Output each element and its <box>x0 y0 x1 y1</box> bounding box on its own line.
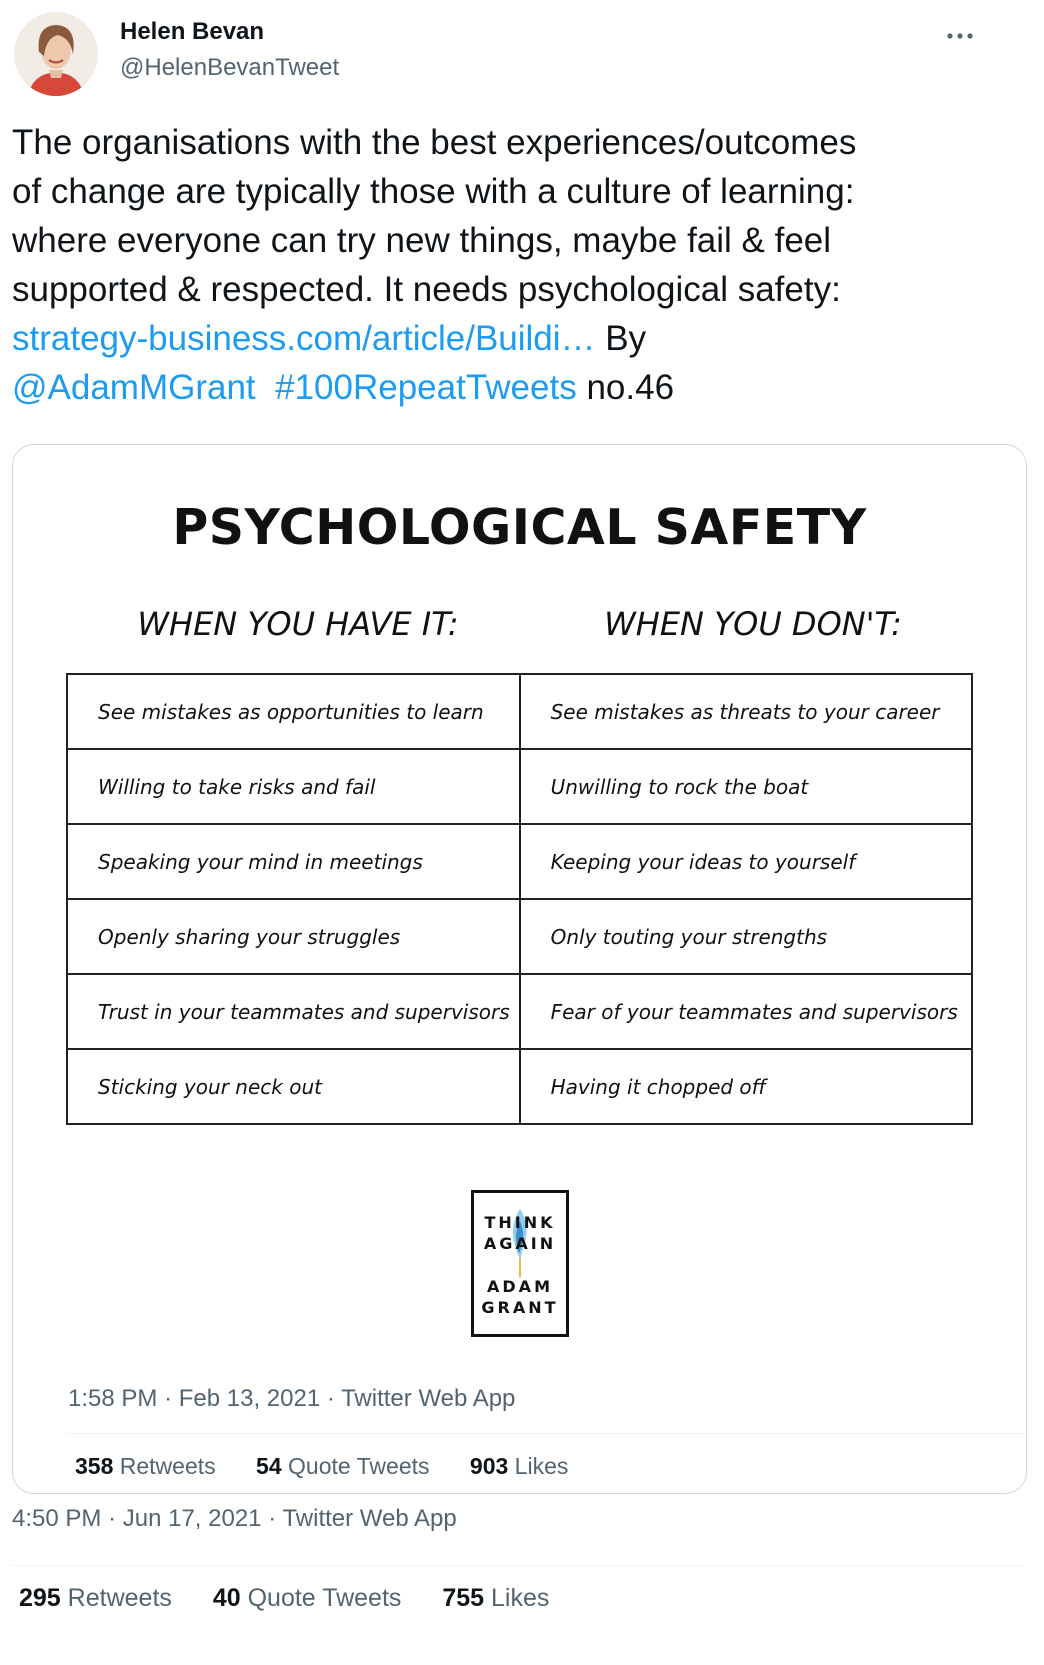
tweet-source-app[interactable]: Twitter Web App <box>282 1505 457 1532</box>
likes-stat[interactable] <box>442 1584 549 1613</box>
book-title-word: AGAIN <box>483 1234 557 1253</box>
dont-cell: See mistakes as threats to your career <box>520 674 972 749</box>
tweet-suffix: no.46 <box>576 368 675 407</box>
article-link[interactable]: strategy-business.com/article/Buildi… <box>12 319 596 358</box>
quoted-likes-label: Likes <box>514 1453 569 1479</box>
quoted-quotes-stat[interactable] <box>256 1453 429 1480</box>
comparison-table <box>66 673 973 1125</box>
have-cell: Trust in your teammates and supervisors <box>67 974 520 1049</box>
have-cell: Willing to take risks and fail <box>67 749 520 824</box>
dont-cell: Keeping your ideas to yourself <box>520 824 972 899</box>
book-author-word: ADAM <box>487 1277 553 1296</box>
quoted-tweet-stats <box>75 1453 602 1480</box>
separator-dot: · <box>326 1385 342 1412</box>
tweet-line <box>12 363 1022 412</box>
quote-tweets-count: 40 <box>212 1584 241 1612</box>
quoted-date[interactable]: Feb 13, 2021 <box>178 1385 321 1412</box>
book-cover <box>471 1190 569 1337</box>
have-cell: Speaking your mind in meetings <box>67 824 520 899</box>
quote-tweets-stat[interactable] <box>213 1584 402 1613</box>
separator-dot: · <box>268 1505 283 1532</box>
book-blurb <box>478 1196 562 1200</box>
tweet-meta <box>12 1505 457 1533</box>
by-text: By <box>595 319 647 358</box>
divider <box>68 1433 1027 1434</box>
mention-link[interactable]: @AdamMGrant <box>12 368 256 407</box>
quoted-time[interactable]: 1:58 PM <box>68 1385 158 1412</box>
tweet-time[interactable]: 4:50 PM <box>12 1505 102 1532</box>
tweet-line: The organisations with the best experiences/outcomes <box>12 123 857 162</box>
quoted-tweet-meta <box>68 1385 515 1413</box>
likes-label: Likes <box>491 1584 550 1612</box>
quoted-tweet-card[interactable] <box>12 444 1027 1494</box>
quoted-source-app[interactable]: Twitter Web App <box>341 1385 516 1412</box>
book-title-word: THINK <box>484 1213 556 1232</box>
book-author-word: GRANT <box>481 1298 559 1317</box>
likes-count: 755 <box>442 1584 485 1612</box>
dont-cell: Unwilling to rock the boat <box>520 749 972 824</box>
author-handle[interactable]: @HelenBevanTweet <box>120 54 340 81</box>
table-row <box>67 749 972 824</box>
have-cell: Sticking your neck out <box>67 1049 520 1124</box>
dont-cell: Fear of your teammates and supervisors <box>520 974 972 1049</box>
tweet-line: supported & respected. It needs psychological safety: <box>12 270 841 309</box>
table-row <box>67 674 972 749</box>
tweet-stats <box>19 1584 583 1613</box>
quoted-likes-count: 903 <box>469 1453 509 1479</box>
tweet-date[interactable]: Jun 17, 2021 <box>122 1505 262 1532</box>
dont-cell: Having it chopped off <box>520 1049 972 1124</box>
retweets-count: 295 <box>19 1584 61 1612</box>
quoted-likes-stat[interactable] <box>470 1453 568 1480</box>
have-cell: Openly sharing your struggles <box>67 899 520 974</box>
quoted-quotes-label: Quote Tweets <box>288 1453 430 1479</box>
image-title: PSYCHOLOGICAL SAFETY <box>172 499 867 556</box>
quoted-quotes-count: 54 <box>256 1453 282 1479</box>
quoted-retweets-count: 358 <box>75 1453 114 1479</box>
quoted-retweets-label: Retweets <box>119 1453 216 1479</box>
avatar[interactable] <box>14 12 98 96</box>
have-cell: See mistakes as opportunities to learn <box>67 674 520 749</box>
quote-tweets-label: Quote Tweets <box>247 1584 402 1612</box>
retweets-label: Retweets <box>67 1584 172 1612</box>
author-name[interactable]: Helen Bevan <box>120 18 265 45</box>
table-row <box>67 1049 972 1124</box>
tweet-text <box>12 118 1022 412</box>
separator-dot: · <box>108 1505 123 1532</box>
tweet-header <box>12 10 1032 100</box>
hashtag-link[interactable]: #100RepeatTweets <box>275 368 577 407</box>
table-row <box>67 824 972 899</box>
divider <box>12 1565 1022 1566</box>
tweet-line <box>12 314 1022 363</box>
more-options-icon[interactable] <box>942 26 978 46</box>
dont-have-it-heading: WHEN YOU DON'T: <box>604 605 902 643</box>
tweet-line: where everyone can try new things, maybe fail & feel <box>12 221 832 260</box>
retweets-stat[interactable] <box>19 1584 172 1613</box>
psychological-safety-image[interactable] <box>13 445 1026 1365</box>
table-row <box>67 974 972 1049</box>
have-it-heading: WHEN YOU HAVE IT: <box>137 605 459 643</box>
quoted-retweets-stat[interactable] <box>75 1453 216 1480</box>
book-footer <box>478 1319 562 1323</box>
tweet-line: of change are typically those with a culture of learning: <box>12 172 855 211</box>
table-row <box>67 899 972 974</box>
dont-cell: Only touting your strengths <box>520 899 972 974</box>
separator-dot: · <box>164 1385 179 1412</box>
